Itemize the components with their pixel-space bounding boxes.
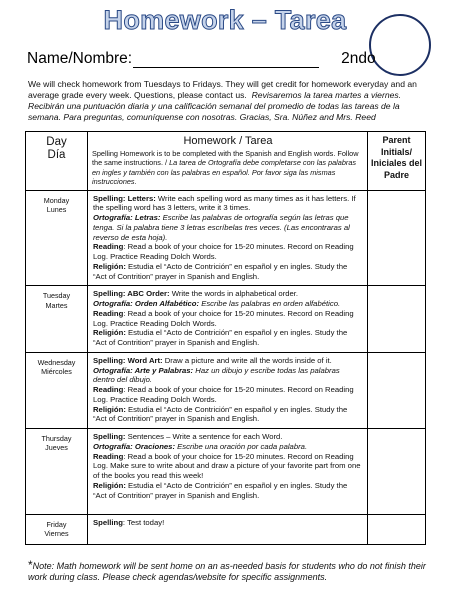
table-row	[26, 286, 426, 353]
assignment-line	[93, 481, 363, 501]
day-name-es: Lunes	[46, 204, 67, 214]
assignment-line	[93, 328, 363, 348]
assignment-text: : Test today!	[122, 518, 165, 528]
assignment-label: Religión:	[93, 328, 126, 338]
table-row	[26, 190, 426, 286]
assignment-label: Reading	[93, 242, 124, 252]
assignment-label: Reading	[93, 385, 124, 395]
footnote-text: Note: Math homework will be sent home on an as-needed basis for students who do not finish their work during class. Please check agendas/website for specific assignments.	[28, 561, 426, 582]
assignment-cell	[88, 515, 368, 545]
assignment-line	[93, 194, 363, 214]
assignment-text: Draw a picture and write all the words inside of it.	[162, 355, 332, 365]
intro-spanish: Revisaremos la tarea martes a viernes. Recibirán una puntuación diaria y una calificación semanal del promedio de todas las tareas de la semana. Para preguntas, comuníquense con nosotras. Gracias, Sra. Núñez and Mrs. Reed	[28, 90, 402, 122]
assignment-cell	[88, 352, 368, 428]
header-homework-note-es: La tarea de Ortografía debe completarse con las palabras en ingles y también con las palabras en español. Por favor siga las mismas instrucciones.	[92, 158, 357, 187]
day-name-en: Thursday	[41, 434, 72, 444]
assignment-text: Sentences – Write a sentence for each Word.	[125, 432, 283, 442]
day-cell	[26, 429, 88, 515]
table-row	[26, 429, 426, 515]
assignment-label: Spelling: Letters:	[93, 193, 156, 203]
assignment-text: Write the words in alphabetical order.	[169, 289, 299, 299]
day-name-en: Friday	[46, 520, 67, 530]
assignment-label: Ortografía: Orden Alfabético:	[93, 299, 200, 309]
table-row	[26, 515, 426, 545]
page-title: Homework – Tarea	[103, 5, 347, 35]
assignment-text: Escribe una oración por cada palabra.	[175, 441, 308, 451]
assignment-line	[93, 366, 363, 386]
assignment-label: Spelling: ABC Order:	[93, 289, 170, 299]
name-line	[27, 50, 376, 68]
header-homework-note-en: Spelling Homework is to be completed with the Spanish and English words. Follow the same instructions. /	[92, 149, 359, 168]
header-day-es: Día	[47, 149, 66, 161]
assignment-label: Spelling:	[93, 432, 126, 442]
intro-paragraph	[28, 79, 426, 123]
header-day-en: Day	[46, 136, 67, 148]
name-label: Name/Nombre:	[27, 50, 133, 67]
assignment-label: Reading	[93, 451, 124, 461]
parent-initials-cell[interactable]	[368, 352, 426, 428]
assignment-text: : Read a book of your choice for 15-20 minutes. Record on Reading Log. Practice Reading Dolch Words.	[93, 385, 354, 404]
assignment-line	[93, 262, 363, 282]
assignment-line	[93, 518, 363, 528]
header-parent-initials: Parent Initials/ Iniciales del Padre	[368, 132, 426, 191]
day-name-en: Wednesday	[37, 357, 76, 367]
day-cell	[26, 190, 88, 286]
assignment-line	[93, 442, 363, 452]
assignment-text: : Read a book of your choice for 15-20 minutes. Record on Reading Log. Practice Reading Dolch Words.	[93, 308, 354, 328]
assignment-text: Estudia el “Acto de Contrición” en español y en ingles. Study the “Act of Contrition” prayer in Spanish and English.	[93, 261, 348, 281]
day-cell	[26, 515, 88, 545]
assignment-label: Reading	[93, 308, 124, 318]
assignment-text: : Read a book of your choice for 15-20 minutes. Record on Reading Log. Practice Reading Dolch Words.	[93, 242, 354, 262]
grade-circle	[369, 14, 431, 76]
header-homework-title: Homework / Tarea	[183, 135, 273, 147]
day-name-es: Jueves	[45, 443, 68, 453]
assignment-line	[93, 289, 363, 299]
footnote-asterisk: *	[28, 558, 33, 572]
assignment-text: Escribe las palabras de ortografía según las letras que tenga. Si la palabra tiene 3 letras escríbelas tres veces. (Las encontraras al reverso de esta hoja).	[93, 213, 350, 242]
assignment-text: Estudia el “Acto de Contrición” en español y en ingles. Study the “Act of Contrition” prayer in Spanish and English.	[93, 480, 348, 500]
grade-label: 2ndo	[341, 50, 376, 67]
assignment-label: Religión:	[93, 480, 126, 490]
assignment-label: Ortografía: Oraciones:	[93, 441, 176, 451]
homework-table	[25, 131, 426, 545]
day-name-es: Martes	[45, 300, 68, 310]
day-name-en: Tuesday	[42, 291, 71, 301]
assignment-cell	[88, 429, 368, 515]
assignment-line	[93, 309, 363, 329]
footnote	[28, 560, 428, 583]
table-body	[26, 190, 426, 545]
assignment-text: Estudia el “Acto de Contrición” en español y en ingles. Study the “Act of Contrition” prayer in Spanish and English.	[93, 328, 348, 348]
assignment-line	[93, 452, 363, 481]
assignment-line	[93, 213, 363, 242]
assignment-cell	[88, 286, 368, 353]
assignment-text: Haz un dibujo y escribe todas las palabras dentro del dibujo.	[93, 365, 340, 385]
assignment-line	[93, 299, 363, 309]
assignment-label: Ortografía: Letras:	[93, 213, 161, 223]
assignment-line	[93, 242, 363, 262]
assignment-label: Spelling	[93, 518, 123, 528]
table-row	[26, 352, 426, 428]
day-cell	[26, 352, 88, 428]
table-header-row	[26, 132, 426, 191]
intro-english: We will check homework from Tuesdays to Fridays. They will get credit for homework everyday and an average grade every week. Questions, please contact us.	[28, 79, 417, 100]
assignment-text: Estudia el “Acto de Contrición” en español y en ingles. Study the “Act of Contrition” prayer in Spanish and English.	[93, 404, 348, 424]
day-cell	[26, 286, 88, 353]
assignment-line	[93, 432, 363, 442]
parent-initials-cell[interactable]	[368, 515, 426, 545]
assignment-cell	[88, 190, 368, 286]
parent-initials-cell[interactable]	[368, 190, 426, 286]
day-name-es: Miércoles	[41, 367, 72, 377]
assignment-text: Escribe las palabras en orden alfabético.	[199, 299, 341, 309]
header-day	[26, 132, 88, 191]
parent-initials-cell[interactable]	[368, 286, 426, 353]
assignment-text: Write each spelling word as many times as it has letters. If the spelling word has 3 letters, write it 3 times.	[93, 193, 356, 213]
day-name-es: Viernes	[44, 529, 69, 539]
assignment-label: Ortografía: Arte y Palabras:	[93, 365, 194, 375]
assignment-label: Religión:	[93, 261, 126, 271]
name-blank-field[interactable]	[133, 52, 319, 68]
header-homework	[88, 132, 368, 191]
assignment-label: Spelling: Word Art:	[93, 355, 163, 365]
assignment-label: Religión:	[93, 404, 126, 414]
assignment-line	[93, 405, 363, 425]
day-name-en: Monday	[43, 195, 70, 205]
assignment-line	[93, 356, 363, 366]
assignment-text: : Read a book of your choice for 15-20 minutes. Record on Reading Log. Make sure to write about and draw a picture of your favorite part from one of the books you read this week!	[93, 451, 361, 481]
parent-initials-cell[interactable]	[368, 429, 426, 515]
assignment-line	[93, 385, 363, 405]
